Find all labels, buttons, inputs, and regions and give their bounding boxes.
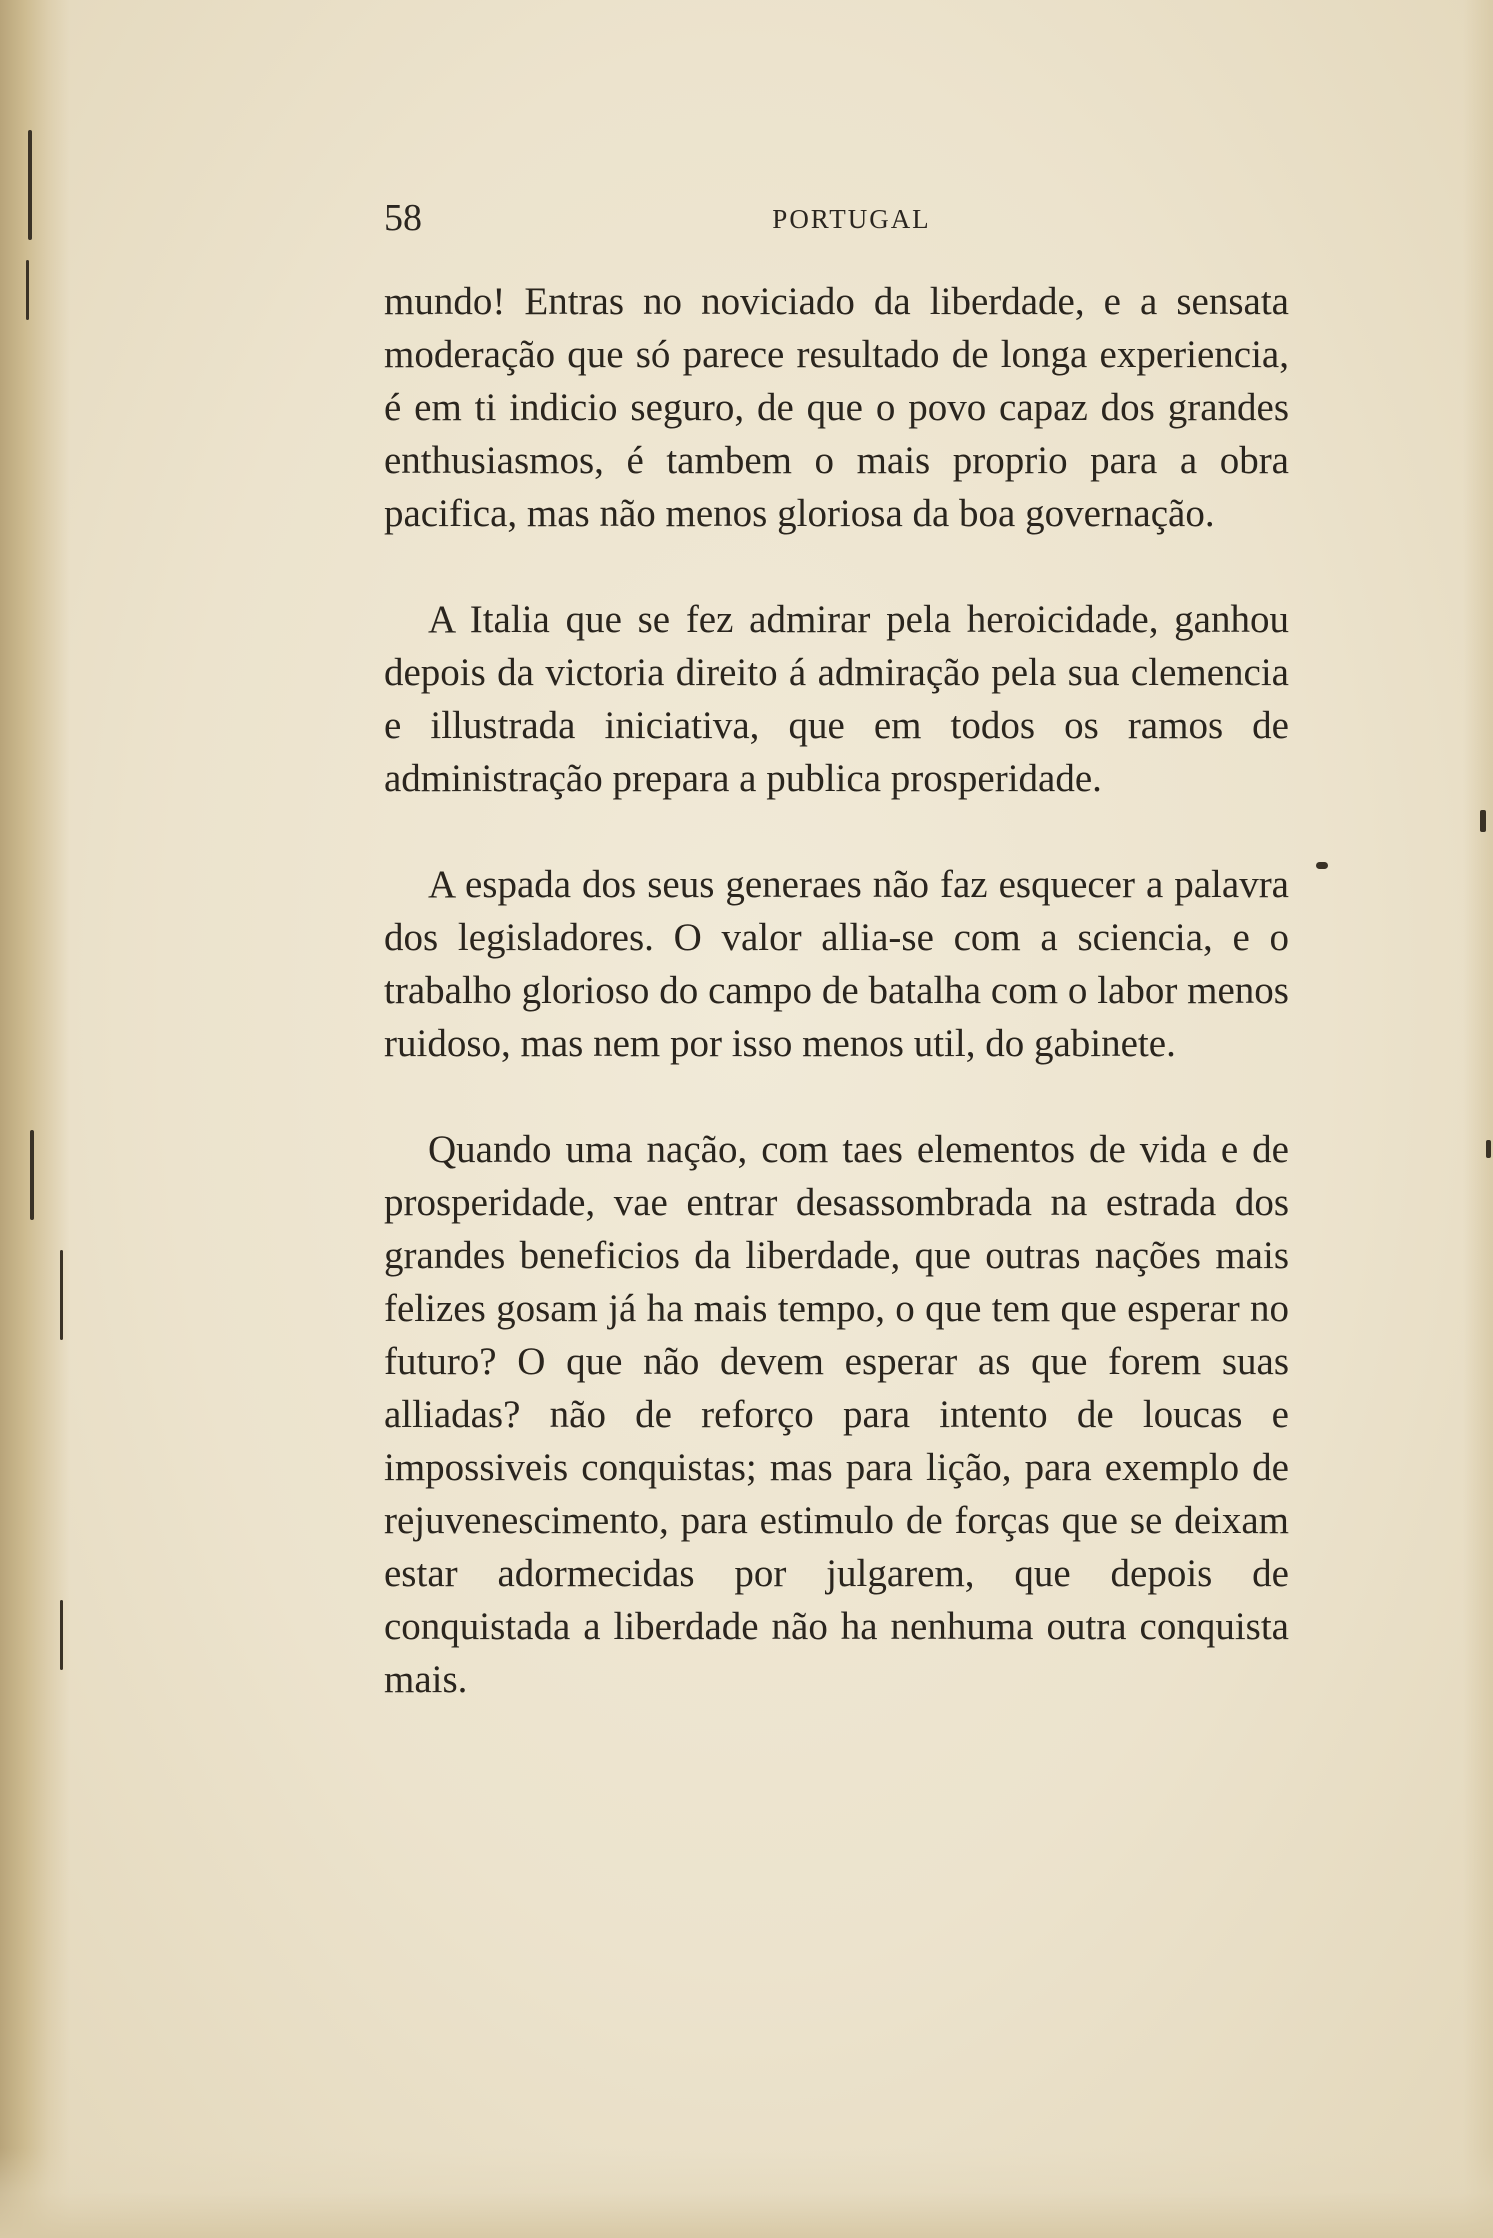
binding-mark bbox=[60, 1600, 63, 1670]
paragraph-4: Quando uma nação, com taes elementos de vida e de prosperidade, vae entrar desassombrada na estrada dos grandes beneficios da liberdade, que outras nações mais felizes gosam já ha mais tempo, o que tem que esperar no futuro? O que não devem esperar as que forem suas alliadas? não de reforço para intento de loucas e impossiveis conquistas; mas para lição, para exemplo de rejuvenescimento, para estimulo de forças que se deixam estar adormecidas por julgarem, que depois de conquistada a liberdade não ha nenhuma outra conquista mais. bbox=[384, 1128, 1289, 1701]
binding-mark bbox=[26, 260, 29, 320]
paragraph-3: A espada dos seus generaes não faz esquecer a palavra dos legisladores. O valor allia-se com a sciencia, e o trabalho glorioso do campo de batalha com o labor menos ruidoso, mas nem por isso menos util, do gabinete. bbox=[384, 863, 1289, 1065]
binding-mark bbox=[60, 1250, 63, 1340]
paragraph-1: mundo! Entras no noviciado da liberdade, e a sensata moderação que só parece resultado de longa experiencia, é em ti indicio seguro, de que o povo capaz dos grandes enthusiasmos, é tambem o mais proprio para a obra pacifica, mas não menos gloriosa da boa governação. bbox=[384, 280, 1289, 535]
page-right-edge bbox=[1463, 0, 1493, 2238]
body-text bbox=[384, 275, 1289, 1706]
ink-speck bbox=[1316, 862, 1328, 869]
binding-mark bbox=[30, 1130, 34, 1220]
edge-speck bbox=[1486, 1140, 1491, 1158]
page-header bbox=[384, 196, 1289, 246]
page-number: 58 bbox=[384, 197, 422, 239]
running-title: PORTUGAL bbox=[772, 204, 931, 234]
page-left-edge bbox=[0, 0, 70, 2238]
binding-mark bbox=[28, 130, 32, 240]
edge-speck bbox=[1480, 810, 1486, 832]
page-bottom-edge bbox=[0, 2148, 1493, 2238]
paragraph-2: A Italia que se fez admirar pela heroicidade, ganhou depois da victoria direito á admiração pela sua clemencia e illustrada iniciativa, que em todos os ramos de administração prepara a publica prosperidade. bbox=[384, 598, 1289, 800]
